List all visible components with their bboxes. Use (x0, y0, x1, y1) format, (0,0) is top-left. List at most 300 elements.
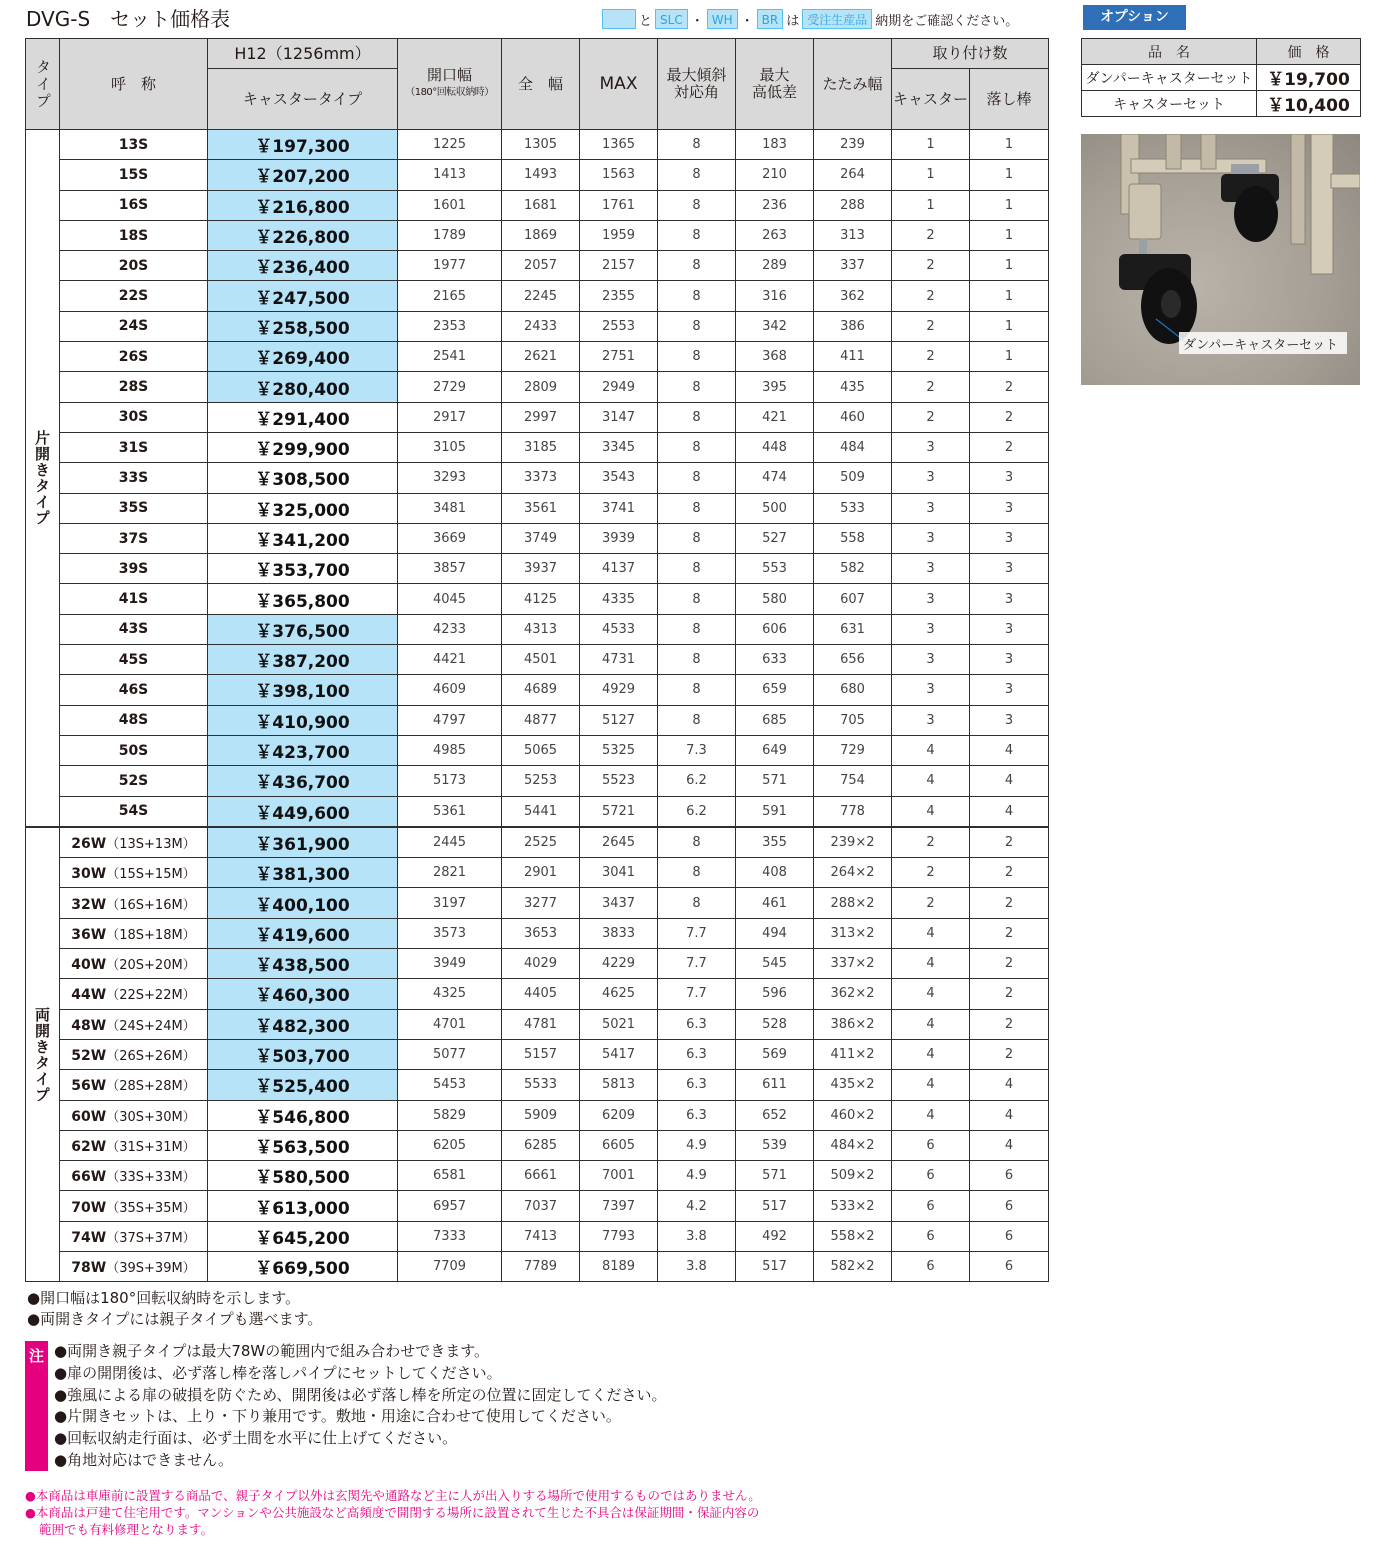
spec-cell-caster: 2 (892, 858, 970, 888)
header-slope-l1: 最大傾斜 (666, 66, 727, 84)
spec-cell-angle: 8 (658, 160, 736, 190)
spec-cell-diff: 580 (736, 584, 814, 614)
spec-cell-fold: 239 (814, 130, 892, 160)
spec-cell-fold: 264 (814, 160, 892, 190)
price-cell: ￥398,100 (208, 675, 398, 705)
spec-cell-full: 5065 (502, 735, 580, 765)
spec-cell-full: 2997 (502, 402, 580, 432)
model-combination: （24S+24M） (106, 1018, 196, 1034)
spec-cell-full: 2525 (502, 827, 580, 858)
spec-cell-caster: 4 (892, 735, 970, 765)
spec-cell-caster: 1 (892, 130, 970, 160)
model-code: 32W (71, 896, 107, 913)
spec-cell-max: 3437 (580, 888, 658, 918)
model-name (60, 1221, 208, 1251)
spec-cell-rod: 1 (970, 220, 1049, 250)
spec-cell-max: 1959 (580, 220, 658, 250)
price-cell: ￥546,800 (208, 1100, 398, 1130)
model-code: 20S (118, 257, 149, 274)
damper-caster-photo (1081, 134, 1360, 385)
spec-cell-full: 3185 (502, 432, 580, 462)
model-code: 44W (71, 987, 107, 1004)
spec-cell-caster: 2 (892, 281, 970, 311)
spec-cell-angle: 4.9 (658, 1161, 736, 1191)
model-code: 26W (71, 835, 107, 852)
option-name: ダンパーキャスターセット (1082, 65, 1257, 91)
spec-cell-full: 3749 (502, 523, 580, 553)
spec-cell-full: 4689 (502, 675, 580, 705)
spec-cell-fold: 460×2 (814, 1100, 892, 1130)
spec-cell-rod: 4 (970, 1130, 1049, 1160)
spec-cell-full: 5157 (502, 1039, 580, 1069)
spec-cell-max: 4929 (580, 675, 658, 705)
spec-cell-full: 6285 (502, 1130, 580, 1160)
model-code: 54S (118, 803, 149, 820)
price-cell: ￥291,400 (208, 402, 398, 432)
spec-cell-fold: 337×2 (814, 949, 892, 979)
spec-cell-rod: 3 (970, 675, 1049, 705)
option-table (1081, 38, 1361, 117)
spec-cell-open: 3481 (398, 493, 502, 523)
spec-cell-diff: 528 (736, 1009, 814, 1039)
model-name (60, 1039, 208, 1069)
spec-cell-max: 8189 (580, 1251, 658, 1281)
spec-cell-fold: 313×2 (814, 918, 892, 948)
spec-cell-full: 2433 (502, 311, 580, 341)
table-row (26, 402, 1049, 432)
photo-caption: ダンパーキャスターセット (1183, 338, 1338, 353)
spec-cell-full: 4781 (502, 1009, 580, 1039)
spec-cell-angle: 8 (658, 190, 736, 220)
model-name (60, 1070, 208, 1100)
table-row (26, 675, 1049, 705)
price-cell: ￥381,300 (208, 858, 398, 888)
table-row (26, 220, 1049, 250)
spec-cell-angle: 6.3 (658, 1070, 736, 1100)
spec-cell-caster: 4 (892, 918, 970, 948)
model-name (60, 918, 208, 948)
model-name (60, 1191, 208, 1221)
spec-cell-diff: 685 (736, 705, 814, 735)
table-row (26, 1070, 1049, 1100)
spec-cell-fold: 680 (814, 675, 892, 705)
table-row (26, 1191, 1049, 1221)
header-drop-rod: 落し棒 (970, 69, 1049, 130)
spec-cell-caster: 2 (892, 402, 970, 432)
spec-cell-max: 7397 (580, 1191, 658, 1221)
model-combination: （33S+33M） (106, 1170, 196, 1186)
price-cell: ￥400,100 (208, 888, 398, 918)
price-table (25, 38, 1049, 1282)
table-row (26, 858, 1049, 888)
spec-cell-diff: 500 (736, 493, 814, 523)
price-cell: ￥361,900 (208, 827, 398, 858)
spec-cell-max: 2645 (580, 827, 658, 858)
spec-cell-max: 5523 (580, 766, 658, 796)
note-line: ●開口幅は180°回転収納時を示します。 (27, 1289, 301, 1307)
spec-cell-rod: 3 (970, 554, 1049, 584)
price-cell: ￥365,800 (208, 584, 398, 614)
price-cell: ￥482,300 (208, 1009, 398, 1039)
price-cell: ￥460,300 (208, 979, 398, 1009)
model-name (60, 493, 208, 523)
color-swatch-wh: WH (707, 9, 738, 29)
model-combination: （39S+39M） (106, 1261, 196, 1277)
disclaimer-line: ●本商品は戸建て住宅用です。マンションや公共施設など高頻度で開閉する場所に設置されて生じた不具合は保証期間・保証内容の (25, 1505, 760, 1520)
spec-cell-diff: 448 (736, 432, 814, 462)
color-swatch-slc: SLC (655, 9, 688, 29)
model-code: 28S (118, 379, 149, 396)
spec-cell-full: 4125 (502, 584, 580, 614)
spec-cell-angle: 8 (658, 372, 736, 402)
spec-cell-caster: 4 (892, 796, 970, 827)
table-row (26, 130, 1049, 160)
price-cell: ￥353,700 (208, 554, 398, 584)
spec-cell-caster: 4 (892, 766, 970, 796)
spec-cell-caster: 2 (892, 342, 970, 372)
model-combination: （28S+28M） (106, 1079, 196, 1095)
model-name (60, 645, 208, 675)
spec-cell-angle: 8 (658, 858, 736, 888)
spec-cell-max: 5021 (580, 1009, 658, 1039)
model-name (60, 766, 208, 796)
model-code: 18S (118, 227, 149, 244)
spec-cell-diff: 527 (736, 523, 814, 553)
price-cell: ￥580,500 (208, 1161, 398, 1191)
spec-cell-diff: 539 (736, 1130, 814, 1160)
spec-cell-open: 3669 (398, 523, 502, 553)
spec-cell-full: 1869 (502, 220, 580, 250)
spec-cell-caster: 4 (892, 1070, 970, 1100)
spec-cell-angle: 6.2 (658, 766, 736, 796)
spec-cell-open: 2165 (398, 281, 502, 311)
spec-cell-angle: 6.3 (658, 1009, 736, 1039)
model-code: 24S (118, 318, 149, 335)
price-cell: ￥299,900 (208, 432, 398, 462)
model-code: 50S (118, 742, 149, 759)
spec-cell-rod: 1 (970, 342, 1049, 372)
spec-cell-rod: 6 (970, 1221, 1049, 1251)
model-combination: （30S+30M） (106, 1109, 196, 1125)
header-overall: 全 幅 (502, 39, 580, 130)
spec-cell-fold: 558×2 (814, 1221, 892, 1251)
spec-cell-angle: 8 (658, 645, 736, 675)
spec-cell-fold: 435 (814, 372, 892, 402)
price-table-body (26, 130, 1049, 1282)
model-combination: （31S+31M） (106, 1139, 196, 1155)
spec-cell-angle: 7.3 (658, 735, 736, 765)
model-name (60, 1251, 208, 1281)
spec-cell-fold: 705 (814, 705, 892, 735)
group-label: 両開きタイプ (26, 827, 60, 1282)
spec-cell-open: 4797 (398, 705, 502, 735)
model-name (60, 1009, 208, 1039)
header-caster-type: キャスタータイプ (208, 69, 398, 130)
spec-cell-angle: 8 (658, 827, 736, 858)
model-code: 78W (71, 1260, 107, 1277)
table-row (26, 281, 1049, 311)
caution-item: ●両開き親子タイプは最大78Wの範囲内で組み合わせできます。 (54, 1342, 490, 1360)
spec-cell-fold: 582×2 (814, 1251, 892, 1281)
model-combination: （20S+20M） (106, 958, 196, 974)
spec-cell-full: 2621 (502, 342, 580, 372)
spec-cell-fold: 509×2 (814, 1161, 892, 1191)
spec-cell-max: 1563 (580, 160, 658, 190)
spec-cell-angle: 7.7 (658, 949, 736, 979)
color-swatch-br: BR (757, 9, 784, 29)
legend-text-wa: は (786, 13, 800, 29)
spec-cell-full: 5441 (502, 796, 580, 827)
spec-cell-caster: 2 (892, 827, 970, 858)
spec-cell-fold: 435×2 (814, 1070, 892, 1100)
spec-cell-angle: 8 (658, 463, 736, 493)
model-combination: （22S+22M） (106, 988, 196, 1004)
spec-cell-open: 3105 (398, 432, 502, 462)
spec-cell-caster: 6 (892, 1130, 970, 1160)
model-name (60, 1130, 208, 1160)
table-row (26, 766, 1049, 796)
model-code: 30S (118, 409, 149, 426)
spec-cell-open: 2353 (398, 311, 502, 341)
spec-cell-open: 5077 (398, 1039, 502, 1069)
spec-cell-caster: 4 (892, 949, 970, 979)
model-code: 48W (71, 1017, 107, 1034)
table-row (26, 251, 1049, 281)
model-code: 70W (71, 1199, 107, 1216)
spec-cell-fold: 288×2 (814, 888, 892, 918)
spec-cell-diff: 183 (736, 130, 814, 160)
legend-dot: ・ (690, 13, 704, 29)
option-header-price: 価 格 (1257, 39, 1361, 65)
spec-cell-max: 3543 (580, 463, 658, 493)
spec-cell-caster: 2 (892, 372, 970, 402)
price-cell: ￥423,700 (208, 735, 398, 765)
spec-cell-open: 2445 (398, 827, 502, 858)
spec-cell-fold: 533×2 (814, 1191, 892, 1221)
spec-cell-full: 2901 (502, 858, 580, 888)
spec-cell-angle: 6.3 (658, 1039, 736, 1069)
spec-cell-caster: 2 (892, 888, 970, 918)
spec-cell-fold: 533 (814, 493, 892, 523)
spec-cell-rod: 3 (970, 645, 1049, 675)
spec-cell-angle: 3.8 (658, 1251, 736, 1281)
spec-cell-diff: 649 (736, 735, 814, 765)
spec-cell-caster: 3 (892, 463, 970, 493)
spec-cell-open: 7333 (398, 1221, 502, 1251)
spec-cell-max: 7793 (580, 1221, 658, 1251)
spec-cell-fold: 460 (814, 402, 892, 432)
spec-cell-rod: 2 (970, 918, 1049, 948)
spec-cell-open: 3857 (398, 554, 502, 584)
legend-dot: ・ (740, 13, 754, 29)
spec-cell-max: 3345 (580, 432, 658, 462)
spec-cell-open: 5173 (398, 766, 502, 796)
spec-cell-full: 3561 (502, 493, 580, 523)
spec-cell-rod: 3 (970, 493, 1049, 523)
spec-cell-full: 1305 (502, 130, 580, 160)
price-cell: ￥613,000 (208, 1191, 398, 1221)
price-cell: ￥419,600 (208, 918, 398, 948)
spec-cell-diff: 461 (736, 888, 814, 918)
table-row (26, 645, 1049, 675)
spec-cell-full: 2057 (502, 251, 580, 281)
table-row (26, 523, 1049, 553)
spec-cell-open: 6581 (398, 1161, 502, 1191)
header-count: 取り付け数 (892, 39, 1049, 69)
price-cell: ￥387,200 (208, 645, 398, 675)
spec-cell-fold: 656 (814, 645, 892, 675)
table-row (26, 160, 1049, 190)
model-name (60, 281, 208, 311)
spec-cell-full: 5533 (502, 1070, 580, 1100)
spec-cell-caster: 4 (892, 1009, 970, 1039)
model-code: 31S (118, 439, 149, 456)
table-row (26, 463, 1049, 493)
model-code: 35S (118, 500, 149, 517)
spec-cell-caster: 3 (892, 645, 970, 675)
spec-cell-angle: 8 (658, 554, 736, 584)
model-combination: （15S+15M） (106, 867, 196, 883)
spec-cell-diff: 210 (736, 160, 814, 190)
model-combination: （26S+26M） (106, 1049, 196, 1065)
price-cell: ￥269,400 (208, 342, 398, 372)
spec-cell-rod: 3 (970, 584, 1049, 614)
table-row (26, 949, 1049, 979)
spec-cell-full: 1493 (502, 160, 580, 190)
spec-cell-max: 3833 (580, 918, 658, 948)
spec-cell-angle: 8 (658, 675, 736, 705)
spec-cell-open: 2729 (398, 372, 502, 402)
model-name (60, 220, 208, 250)
spec-cell-fold: 754 (814, 766, 892, 796)
spec-cell-caster: 3 (892, 523, 970, 553)
price-cell: ￥325,000 (208, 493, 398, 523)
model-name (60, 1161, 208, 1191)
spec-cell-angle: 8 (658, 705, 736, 735)
spec-cell-max: 6605 (580, 1130, 658, 1160)
spec-cell-open: 3293 (398, 463, 502, 493)
table-row (26, 827, 1049, 858)
spec-cell-open: 5361 (398, 796, 502, 827)
model-name (60, 888, 208, 918)
spec-cell-full: 7413 (502, 1221, 580, 1251)
spec-cell-rod: 2 (970, 949, 1049, 979)
spec-cell-max: 6209 (580, 1100, 658, 1130)
spec-cell-rod: 1 (970, 311, 1049, 341)
model-code: 48S (118, 712, 149, 729)
spec-cell-caster: 3 (892, 432, 970, 462)
spec-cell-rod: 2 (970, 402, 1049, 432)
price-cell: ￥449,600 (208, 796, 398, 827)
spec-cell-diff: 606 (736, 614, 814, 644)
spec-cell-caster: 3 (892, 705, 970, 735)
spec-cell-angle: 8 (658, 220, 736, 250)
disclaimer-line: ●本商品は車庫前に設置する商品で、親子タイプ以外は玄関先や通路など主に人が出入りする場所で使用するものではありません。 (25, 1488, 761, 1503)
spec-cell-caster: 2 (892, 251, 970, 281)
spec-cell-diff: 611 (736, 1070, 814, 1100)
header-h12: H12（1256mm） (208, 39, 398, 69)
spec-cell-caster: 3 (892, 614, 970, 644)
model-code: 66W (71, 1169, 107, 1186)
caution-item: ●強風による扉の破損を防ぐため、開閉後は必ず落し棒を所定の位置に固定してください。 (54, 1385, 667, 1404)
option-tag: オプション (1083, 5, 1186, 30)
spec-cell-open: 3573 (398, 918, 502, 948)
header-name: 呼 称 (60, 39, 208, 130)
model-name (60, 463, 208, 493)
spec-cell-fold: 411×2 (814, 1039, 892, 1069)
model-code: 43S (118, 621, 149, 638)
spec-cell-angle: 4.2 (658, 1191, 736, 1221)
spec-cell-rod: 2 (970, 1009, 1049, 1039)
made-to-order-badge: 受注生産品 (802, 9, 872, 29)
spec-cell-caster: 4 (892, 979, 970, 1009)
spec-cell-open: 1601 (398, 190, 502, 220)
spec-cell-fold: 337 (814, 251, 892, 281)
spec-cell-rod: 4 (970, 796, 1049, 827)
spec-cell-open: 1413 (398, 160, 502, 190)
spec-cell-diff: 517 (736, 1191, 814, 1221)
model-code: 52S (118, 772, 149, 789)
spec-cell-caster: 3 (892, 493, 970, 523)
price-cell: ￥438,500 (208, 949, 398, 979)
spec-cell-max: 3147 (580, 402, 658, 432)
price-cell: ￥645,200 (208, 1221, 398, 1251)
spec-cell-open: 4045 (398, 584, 502, 614)
spec-cell-rod: 2 (970, 858, 1049, 888)
header-slope (658, 39, 736, 130)
caution-item: ●角地対応はできません。 (54, 1450, 233, 1469)
table-row (26, 1161, 1049, 1191)
spec-cell-rod: 2 (970, 432, 1049, 462)
table-row (26, 1039, 1049, 1069)
spec-cell-max: 3741 (580, 493, 658, 523)
spec-cell-open: 4701 (398, 1009, 502, 1039)
spec-cell-caster: 6 (892, 1251, 970, 1281)
spec-cell-full: 1681 (502, 190, 580, 220)
spec-cell-rod: 1 (970, 160, 1049, 190)
table-row (26, 918, 1049, 948)
model-name (60, 584, 208, 614)
model-name (60, 949, 208, 979)
spec-cell-open: 4985 (398, 735, 502, 765)
spec-cell-max: 4229 (580, 949, 658, 979)
model-name (60, 130, 208, 160)
price-cell: ￥236,400 (208, 251, 398, 281)
spec-cell-angle: 8 (658, 432, 736, 462)
table-row (26, 614, 1049, 644)
model-code: 26S (118, 348, 149, 365)
spec-cell-rod: 2 (970, 888, 1049, 918)
spec-cell-caster: 2 (892, 220, 970, 250)
spec-cell-caster: 3 (892, 554, 970, 584)
spec-cell-diff: 408 (736, 858, 814, 888)
model-name (60, 342, 208, 372)
spec-cell-diff: 236 (736, 190, 814, 220)
model-name (60, 402, 208, 432)
price-cell: ￥436,700 (208, 766, 398, 796)
spec-cell-rod: 1 (970, 281, 1049, 311)
header-opening (398, 39, 502, 130)
spec-cell-angle: 8 (658, 342, 736, 372)
spec-cell-diff: 571 (736, 1161, 814, 1191)
model-code: 45S (118, 651, 149, 668)
model-code: 39S (118, 560, 149, 577)
spec-cell-full: 4029 (502, 949, 580, 979)
notes (27, 1288, 322, 1330)
caution-item: ●扉の開閉後は、必ず落し棒を落しパイプにセットしてください。 (54, 1363, 502, 1382)
spec-cell-open: 6957 (398, 1191, 502, 1221)
spec-cell-open: 4233 (398, 614, 502, 644)
